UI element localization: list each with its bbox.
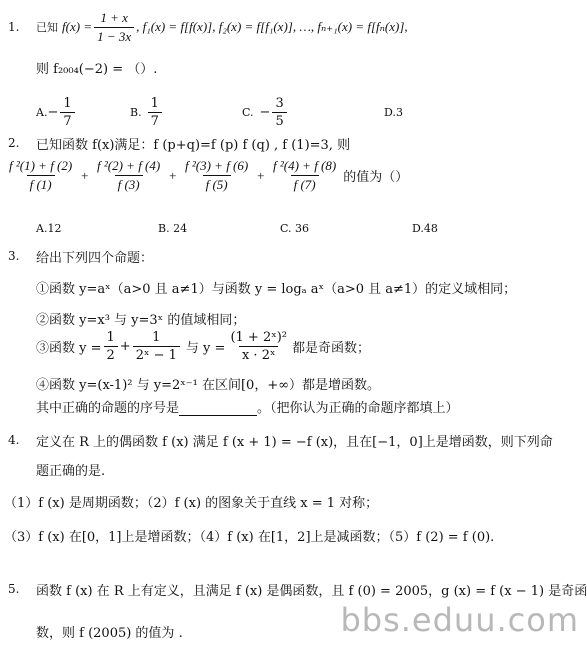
item-3-f1-num: 1 <box>106 330 115 345</box>
problem-3-item-4: ④函数 y=(x-1)² 与 y=2ˣ⁻¹ 在区间[0，+∞）都是增函数。 <box>36 378 381 393</box>
problem-1-number: 1. <box>8 20 20 34</box>
problem-2-choice-b: B. 24 <box>158 222 188 235</box>
problem-2-expression: $\frac{\text{f ²(1) + f (2)}}{f (1)}$ + $\frac{\text{f ²(2) + f (4)}}{f (3)}$ + $\frac{\text{f ²(3) + f (6)}}{f (5)}$ + $\frac{\text{f ²(4) + f (8)}}{f (7)}$ 的值为（） <box>4 158 408 193</box>
problem-1-recursion: , f₁(x) = f[f(x)], f₂(x) = f[f₁(x)], …, fₙ₊₁(x) = f[fₙ(x)], <box>136 19 408 34</box>
problem-1-choice-d <box>384 106 403 119</box>
problem-2-fraction-1 <box>6 158 75 193</box>
choice-a-label: A. <box>36 106 48 119</box>
problem-1-choice-a <box>36 96 77 129</box>
choice-d-value: 3 <box>395 106 403 119</box>
problem-3-stem: 给出下列四个命题： <box>36 251 154 266</box>
choice-b-den: 7 <box>148 112 162 129</box>
problem-3-ask: 其中正确的命题的序号是 <box>36 401 180 416</box>
problem-3-item-1: ①函数 y=aˣ（a>0 且 a≠1）与函数 y = logₐ aˣ（a>0 且 a≠1）的定义域相同； <box>36 282 517 297</box>
item-3-tail: 都是奇函数； <box>292 341 371 356</box>
problem-2-fraction-2 <box>94 158 163 193</box>
problem-3-item-2: ②函数 y=x³ 与 y=3ˣ 的值域相同； <box>36 313 246 328</box>
choice-c-num: 3 <box>275 96 284 111</box>
choice-c-sign: − <box>259 105 271 120</box>
item-3-f1-den: 2 <box>104 346 118 363</box>
problem-2-choice-d: D.48 <box>412 222 438 235</box>
problem-1-denominator: 1 − 3x <box>94 27 134 45</box>
frac-3-den: f (5) <box>203 175 231 193</box>
item-3-f2-num: 1 <box>152 330 161 345</box>
problem-3-question <box>36 397 459 416</box>
problem-2-choice-a: A.12 <box>36 222 62 235</box>
watermark: bbs.eduu.com <box>340 601 579 639</box>
problem-1-stem <box>36 7 408 47</box>
frac-4-num: f ²(4) + f (8) <box>273 158 337 173</box>
choice-c-den: 5 <box>272 112 286 129</box>
problem-5-number: 5. <box>8 582 20 596</box>
problem-3-answer-blank <box>179 404 257 416</box>
problem-1-question: 则 f₂₀₀₄(−2) = （）. <box>36 62 158 77</box>
problem-2-tail: 的值为（） <box>343 169 409 184</box>
problem-1-fraction <box>94 10 134 45</box>
frac-1-num: f ²(1) + f (2) <box>9 158 73 173</box>
problem-4-number: 4. <box>8 433 20 447</box>
problem-5-line-1: 函数 f (x) 在 R 上有定义，且满足 f (x) 是偶函数，且 f (0) = 2005，g (x) = f (x − 1) 是奇函 <box>36 584 587 599</box>
problem-1-label: 已知 <box>36 21 58 34</box>
problem-2-fraction-3 <box>182 158 251 193</box>
problem-1-choice-b <box>130 96 164 129</box>
frac-1-den: f (1) <box>27 175 55 193</box>
problem-3-item-3 <box>36 330 370 363</box>
item-3-mid: 与 y = <box>185 341 226 356</box>
problem-4-line-4: （3）f (x) 在[0，1]上是增函数；（4）f (x) 在[1，2]上是减函数；（5）f (2) = f (0). <box>4 530 495 545</box>
choice-b-label: B. <box>130 106 142 119</box>
choice-a-sign: − <box>47 105 59 120</box>
frac-3-num: f ²(3) + f (6) <box>185 158 249 173</box>
problem-1-numerator: 1 + x <box>100 9 128 25</box>
problem-3-number: 3. <box>8 249 20 263</box>
item-3-plus: + <box>119 339 131 354</box>
problem-3-ask-tail: 。（把你认为正确的命题序都填上） <box>257 401 459 416</box>
problem-2-number: 2. <box>8 136 20 150</box>
problem-4-line-1: 定义在 R 上的偶函数 f (x) 满足 f (x + 1) = −f (x)，且在[−1，0]上是增函数，则下列命 <box>36 435 553 450</box>
choice-b-num: 1 <box>150 96 159 111</box>
problem-1-fdef: f(x) = <box>62 19 93 34</box>
choice-c-label: C. <box>242 106 254 119</box>
choice-a-num: 1 <box>63 96 72 111</box>
problem-4-line-3: （1）f (x) 是周期函数；（2）f (x) 的图象关于直线 x = 1 对称； <box>4 496 379 511</box>
choice-d-label: D. <box>384 106 396 119</box>
item-3-lead: ③函数 y = <box>36 341 102 356</box>
problem-2-stem: 已知函数 f(x)满足：f (p+q)=f (p) f (q) , f (1)=3, 则 <box>36 138 351 153</box>
choice-a-den: 7 <box>60 112 74 129</box>
problem-2-choice-c: C. 36 <box>280 222 310 235</box>
frac-2-den: f (3) <box>115 175 143 193</box>
problem-4-line-2: 题正确的是. <box>36 464 106 479</box>
item-3-f2-den: 2ˣ − 1 <box>133 346 180 363</box>
problem-2-fraction-4 <box>270 158 339 193</box>
item-3-f3-den: x · 2ˣ <box>239 346 279 363</box>
problem-1-choice-c <box>242 96 289 129</box>
item-3-f3-num: (1 + 2ˣ)² <box>230 330 288 345</box>
problem-5-line-2: 数，则 f (2005) 的值为 . <box>36 626 183 641</box>
frac-2-num: f ²(2) + f (4) <box>97 158 161 173</box>
frac-4-den: f (7) <box>291 175 319 193</box>
